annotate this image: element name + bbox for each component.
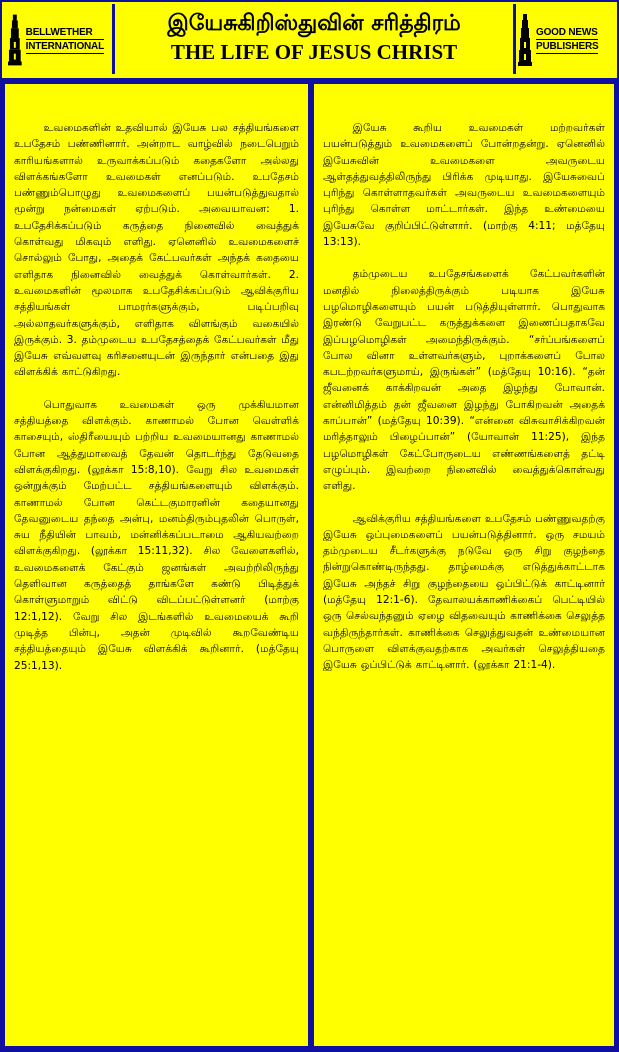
paragraph: தம்முடைய உபதேசங்களைக் கேட்பவர்களின் மனதில் நிலைத்திருக்கும் படியாக இயேசு பழமொழிகளையும் பயன் படுத்தியுள்ளார். பொதுவாக இரண்டு வேறுபட்ட கருத்துக்களை இணைப்பதாகவே இப்பழமொழிகள் அமைந்திருக்கும். “சர்ப்பங்களைப் போல வினா உள்ளவர்களும், புறாக்களைப் போல கபடற்றவர்களுமாய், இருங்கள்” (மத்தேயு 10:16). “தன் ஜீவனைக் காக்கிறவன் அதை இழந்து போவான். என்னிமித்தம் தன் ஜீவனை இழந்து போகிறவன் அதைக் காப்பான்” (மத்தேயு 10:39). “என்னை விசுவாசிக்கிறவன் மரித்தாலும் பிழைப்பான்” (யோவான் 11:25), இந்த பழமொழிகள் கேட்போருடைய எண்ணங்களைத் தட்டி எழுப்பும். இவற்றை நினைவில் வைத்துக்கொள்வது எளிது. (323, 268, 605, 493)
title-box (112, 4, 516, 74)
right-column (314, 84, 614, 1046)
title-english: THE LIFE OF JESUS CHRIST (170, 40, 458, 64)
bellwether-logo (8, 8, 104, 72)
left-logo-line1: BELLWETHER (26, 26, 104, 40)
title-tamil: இயேசுகிறிஸ்துவின் சரித்திரம் (167, 11, 461, 36)
left-logo-line2: INTERNATIONAL (25, 41, 104, 52)
paragraph: உவமைகளின் உதவியால் இயேசு பல சத்தியங்களை உபதேசம் பண்ணினார். அன்றாட வாழ்வில் நடைபெறும் காரியங்களால் உருவாக்கப்படும் கதைகளோ அல்லது விளக்கங்களோ உவமைகள் எனப்படும். உபதேசம் பண்ணும்பொழுது உவமைகளைப் பயன்படுத்துவதால் மூன்று நன்மைகள் ஏற்படும். அவையாவன: 1. உபதேசிக்கப்படும் கருத்தை நினைவில் வைத்துக் கொள்வது மிகவும் எளிது. ஏனெனில் உவமைகளைச் சொல்லும் போது, அதைக் கேட்பவர்கள் அந்தக் கதையை எளிதாக நினைவில் வைத்துக் கொள்வார்கள். 2. உவமைகளின் மூலமாக உபதேசிக்கப்படும் ஆவிக்குரிய சத்தியங்கள் பாமரர்களுக்கும், படிப்பறிவு அல்லாதவர்களுக்கும், எளிதாக விளங்கும் வகையில் இருக்கும். 3. தம்முடைய உபதேசத்தைக் கேட்பவர்கள் மீது இயேசு எவ்வளவு கரிசனையுடன் இருந்தார் என்பதை இது விளக்கிக் காட்டுகிறது. (14, 122, 299, 379)
right-logo-line2: PUBLISHERS (536, 41, 599, 52)
tower-icon (8, 14, 22, 66)
left-column (5, 84, 308, 1046)
tower-icon (518, 14, 532, 66)
paragraph: ஆவிக்குரிய சத்தியங்களை உபதேசம் பண்ணுவதற்கு இயேசு ஒப்புமைகளைப் பயன்படுத்தினார். ஒரு சமயம் தம்முடைய சீடர்களுக்கு நடுவே ஒரு சிறு குழந்தை நின்றுகொண்டிருந்தது. தாழ்மைக்கு எடுத்துக்காட்டாக இயேசு அந்தச் சிறு குழந்தையை ஒப்பிட்டுக் காட்டினார் (மத்தேயு 12:1-6). தேவாலயக்காணிக்கைப் பெட்டியில் ஒரு செல்வந்தனும் ஏழை விதவையும் காணிக்கை செலுத்த வந்திருந்தார்கள். காணிக்கை செலுத்துவதன் உண்மையான பொருளை விளக்குவதற்காக அவர்கள் செலுத்தியதை இயேசு ஒப்பிட்டுக் காட்டினார். (லூக்கா 21:1-4). (323, 512, 605, 672)
good-news-logo (518, 8, 614, 72)
paragraph: இயேசு கூறிய உவமைகள் மற்றவர்கள் பயன்படுத்தும் உவமைகளைப் போன்றதன்று. ஏனெனில் இயேசுவின் உவமைகளை அவருடைய ஆள்தத்துவத்திலிருந்து பிரிக்க முடியாது. இயேசுவைப் புரிந்து கொள்ளாதவர்கள் அவருடைய உவமைகளையும் புரிந்து கொள்ள மாட்டார்கள். இந்த உண்மையை இயேசுவே குறிப்பிட்டுள்ளார். (மாற்கு 4:11; மத்தேயு 13:13). (323, 122, 605, 249)
paragraph: பொதுவாக உவமைகள் ஒரு முக்கியமான சத்தியத்தை விளக்கும். காணாமல் போன வெள்ளிக் காசையும், ஸ்திரீயையும் பற்றிய உவமையானது காணாமல் போன ஆத்துமாவைத் தேவன் தொடர்ந்து தேடுவதை விளக்குகிறது. (லூக்கா 15:8,10). வேறு சில உவமைகள் ஒன்றுக்கும் மேற்பட்ட சத்தியங்களையும் விளக்கும். காணாமல் போன கெட்டகுமாரனின் கதையானது தேவனுடைய தந்தை அன்பு, மனம்திரும்புதலின் பொருள், சுய நீதியின் பாவம், மன்னிக்கப்படாமை ஆகியவற்றை விளக்குகிறது. (லூக்கா 15:11,32). சில வேளைகளில், உவமைகளைக் கேட்கும் ஜனங்கள் அவற்றிலிருந்து தெளிவான கருத்தைத் தாங்களே கண்டு பிடித்துக் கொள்ளுமாறும் விட்டு விடப்பட்டுள்ளனர் (மாற்கு 12:1,12). வேறு சில இடங்களில் உவமையைக் கூறி முடித்த பின்பு, அதன் முடிவில் கூறவேண்டிய சத்தியத்தையும் இயேசு விளக்கிக் கூறினார். (மத்தேயு 25:1,13). (14, 398, 299, 672)
right-logo-line1: GOOD NEWS (536, 27, 598, 38)
page-header (2, 2, 617, 81)
